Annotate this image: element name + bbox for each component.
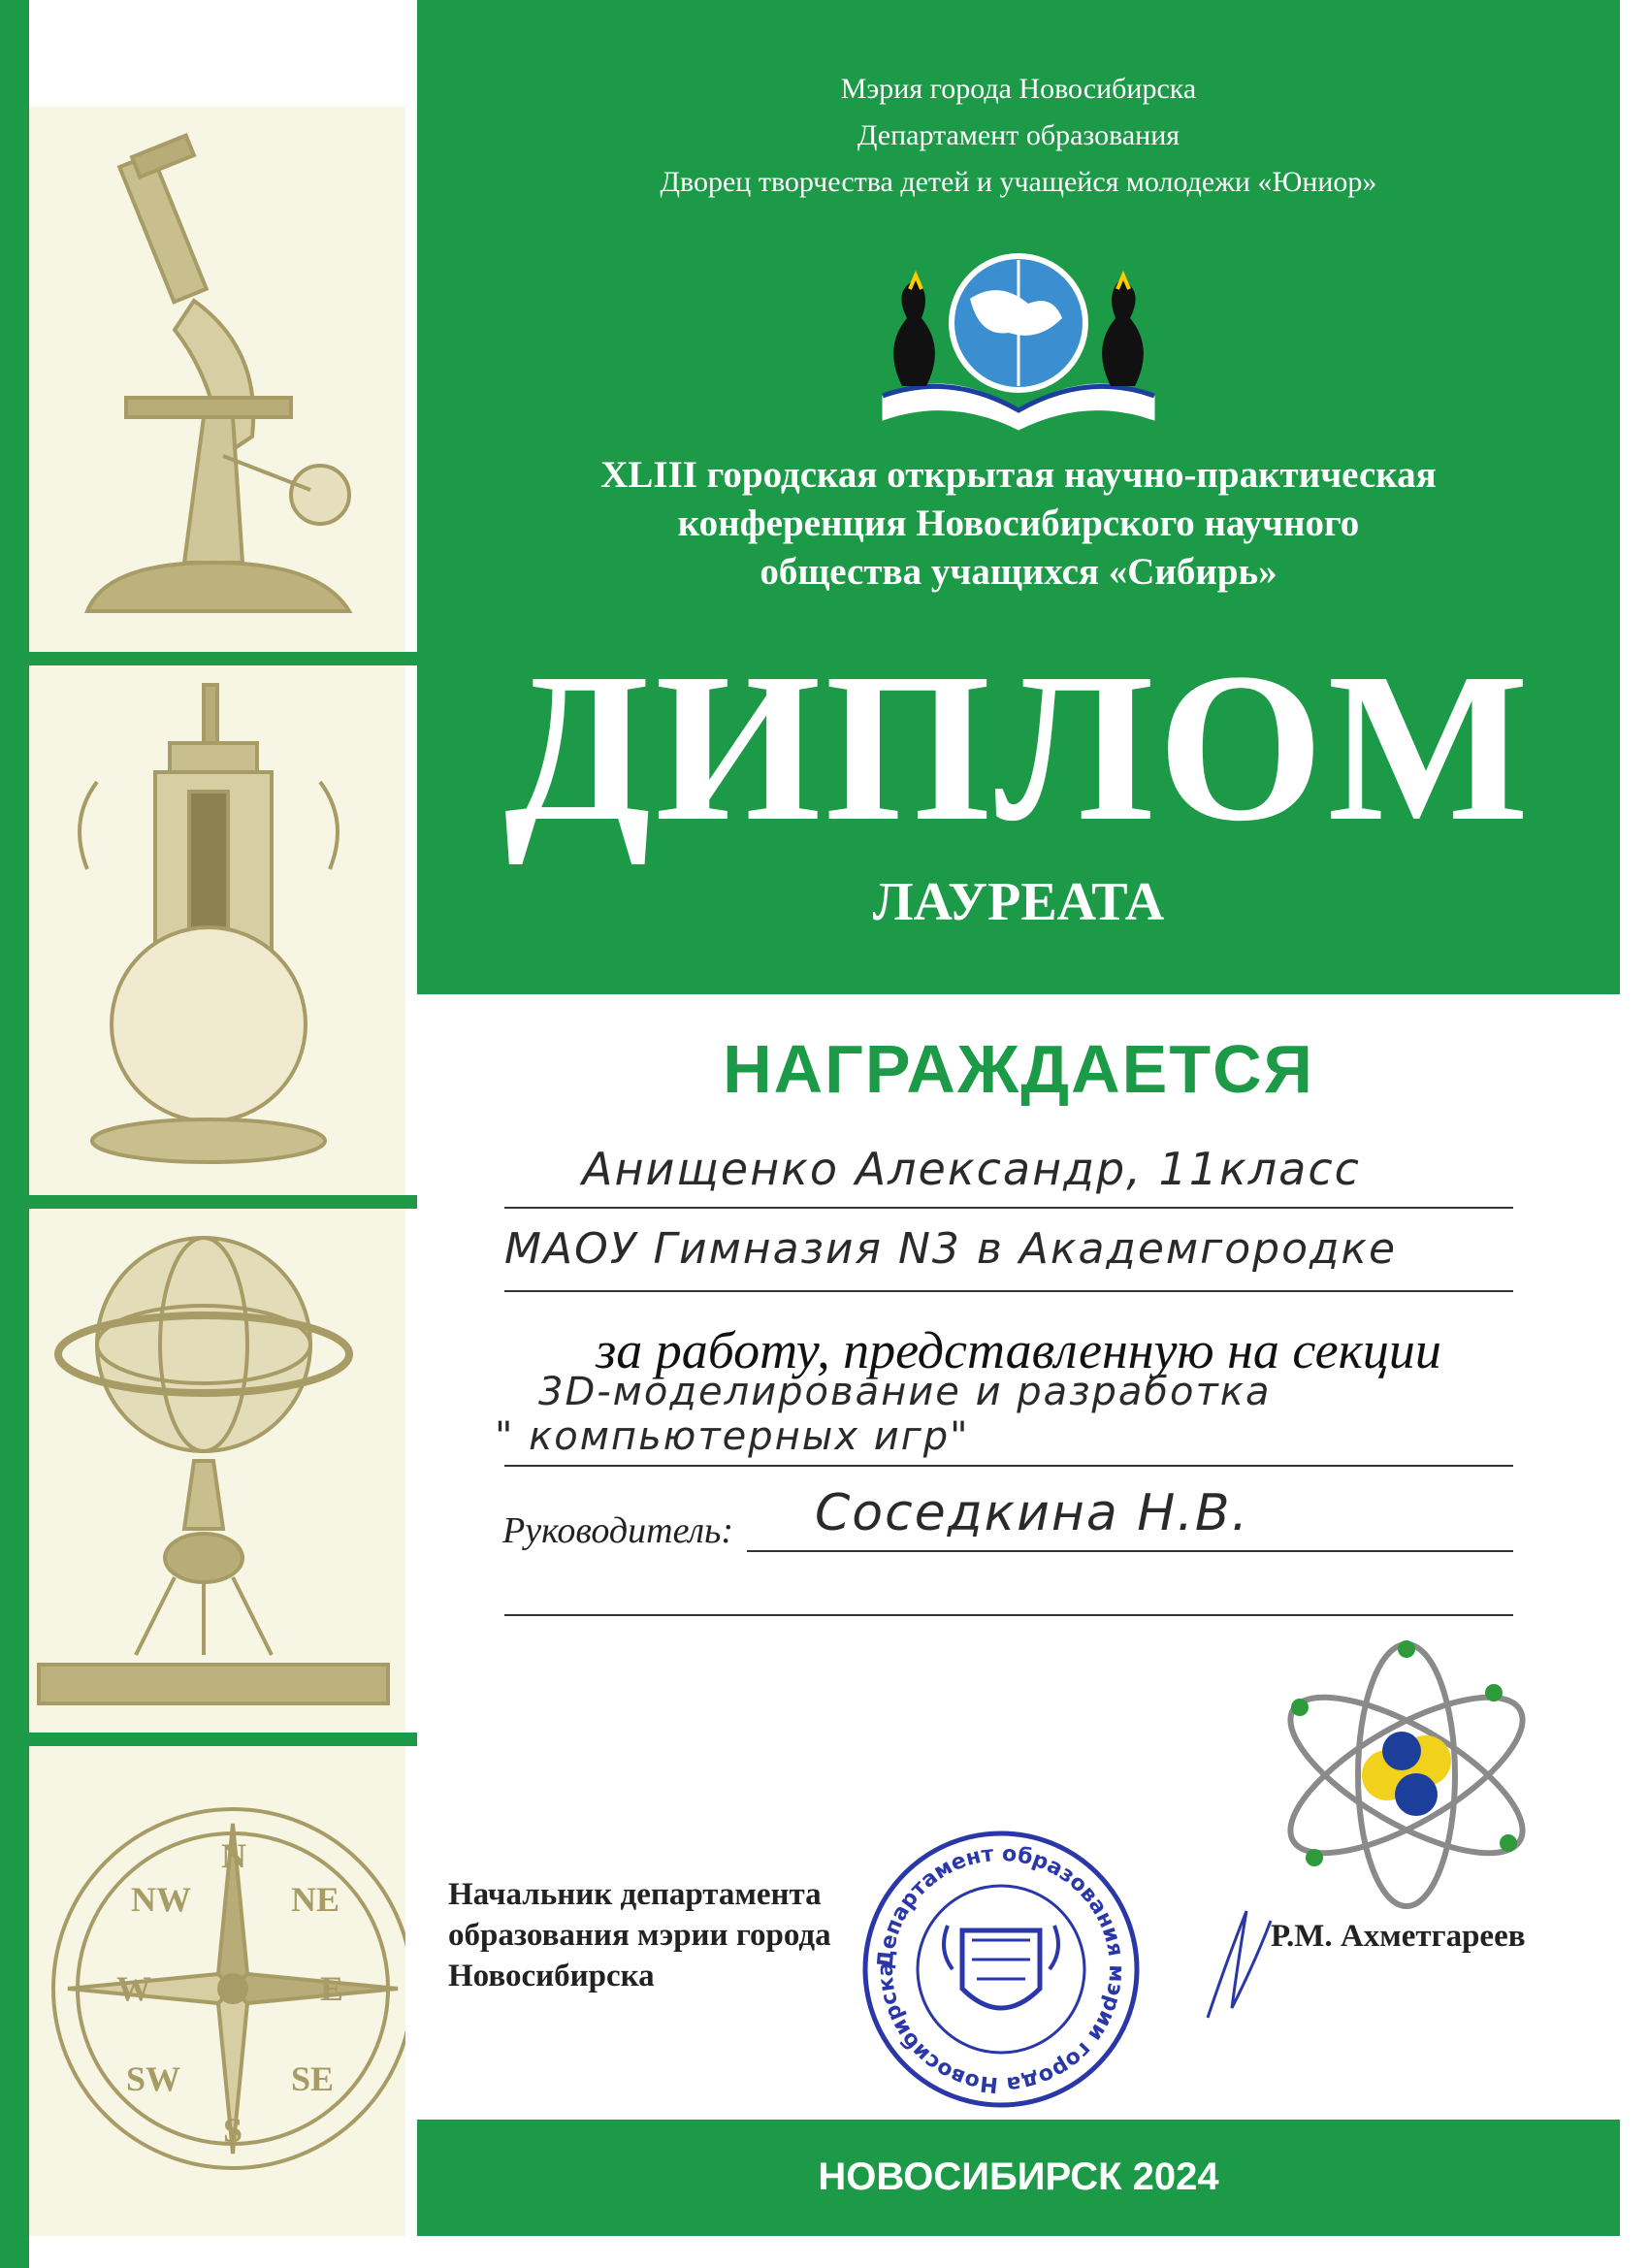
green-divider-1 xyxy=(0,652,417,665)
compass-rose-icon xyxy=(29,1746,405,2236)
conference-line-2: конференция Новосибирского научного xyxy=(677,502,1360,544)
signature xyxy=(1179,1901,1285,2027)
official-stamp xyxy=(856,1824,1147,2115)
green-divider-3 xyxy=(0,1733,417,1746)
recipient-school: МАОУ Гимназия N3 в Академгородке xyxy=(504,1224,1398,1274)
globe-icon xyxy=(29,1209,405,1733)
footer-city-year: НОВОСИБИРСК 2024 xyxy=(818,2155,1219,2198)
recipient-name: Анищенко Александр, 11класс xyxy=(582,1143,1361,1195)
emblem-icon xyxy=(863,250,1174,435)
svg-text:E: E xyxy=(320,1969,344,2008)
compass-panel xyxy=(29,1746,405,2236)
blank-line xyxy=(504,1614,1513,1616)
recipient-name-line xyxy=(504,1207,1513,1209)
microscope-icon xyxy=(29,107,405,652)
signature-icon xyxy=(1179,1901,1285,2027)
green-left-bar xyxy=(0,0,29,2268)
globe-panel xyxy=(29,1209,405,1733)
stamp-text: Департамент образования мэрии города Новосибирска xyxy=(873,1841,1129,2097)
svg-text:SW: SW xyxy=(126,2059,181,2098)
signatory-title-line-3: Новосибирска xyxy=(448,1959,655,1993)
svg-text:SE: SE xyxy=(291,2059,335,2098)
section-value-line-1: 3D-моделирование и разработка xyxy=(538,1370,1272,1414)
diploma-subtitle: ЛАУРЕАТА xyxy=(872,872,1165,932)
microscope-panel xyxy=(29,107,405,652)
org-line-2: Департамент образования xyxy=(857,119,1180,151)
signatory-title-line-2: образования мэрии города xyxy=(448,1918,831,1953)
svg-text:W: W xyxy=(116,1969,151,2008)
conference-line-1: XLIII городская открытая научно-практическая xyxy=(600,454,1437,496)
svg-text:S: S xyxy=(223,2111,243,2150)
emblem xyxy=(863,250,1174,435)
org-line-1: Мэрия города Новосибирска xyxy=(840,73,1197,105)
svg-text:NW: NW xyxy=(131,1880,191,1919)
diploma-title: ДИПЛОМ xyxy=(503,629,1534,865)
signatory-name: Р.М. Ахметгареев xyxy=(1271,1919,1526,1954)
svg-text:N: N xyxy=(221,1836,246,1875)
section-label: за работу, представленную на секции xyxy=(596,1321,1441,1379)
stamp-seal-icon xyxy=(856,1824,1147,2115)
atom-illustration xyxy=(1261,1630,1552,1921)
green-divider-2 xyxy=(0,1195,417,1209)
svg-text:NE: NE xyxy=(291,1880,340,1919)
supervisor-value: Соседкина Н.В. xyxy=(815,1484,1250,1542)
section-value-line xyxy=(504,1465,1513,1467)
jar-panel xyxy=(29,665,405,1195)
org-line-3: Дворец творчества детей и учащейся молодежи «Юниор» xyxy=(660,166,1377,198)
supervisor-line xyxy=(747,1550,1513,1552)
supervisor-label: Руководитель: xyxy=(502,1510,734,1551)
section-value-line-2: " компьютерных игр" xyxy=(495,1414,970,1459)
signatory-title-line-1: Начальник департамента xyxy=(448,1877,822,1912)
svg-text:Департамент образования мэрии xyxy=(874,1842,1129,2096)
conference-line-3: общества учащихся «Сибирь» xyxy=(760,551,1277,593)
atom-icon xyxy=(1261,1630,1552,1921)
flask-icon xyxy=(29,665,405,1195)
awarded-label: НАГРАЖДАЕТСЯ xyxy=(723,1031,1314,1107)
recipient-school-line xyxy=(504,1290,1513,1292)
